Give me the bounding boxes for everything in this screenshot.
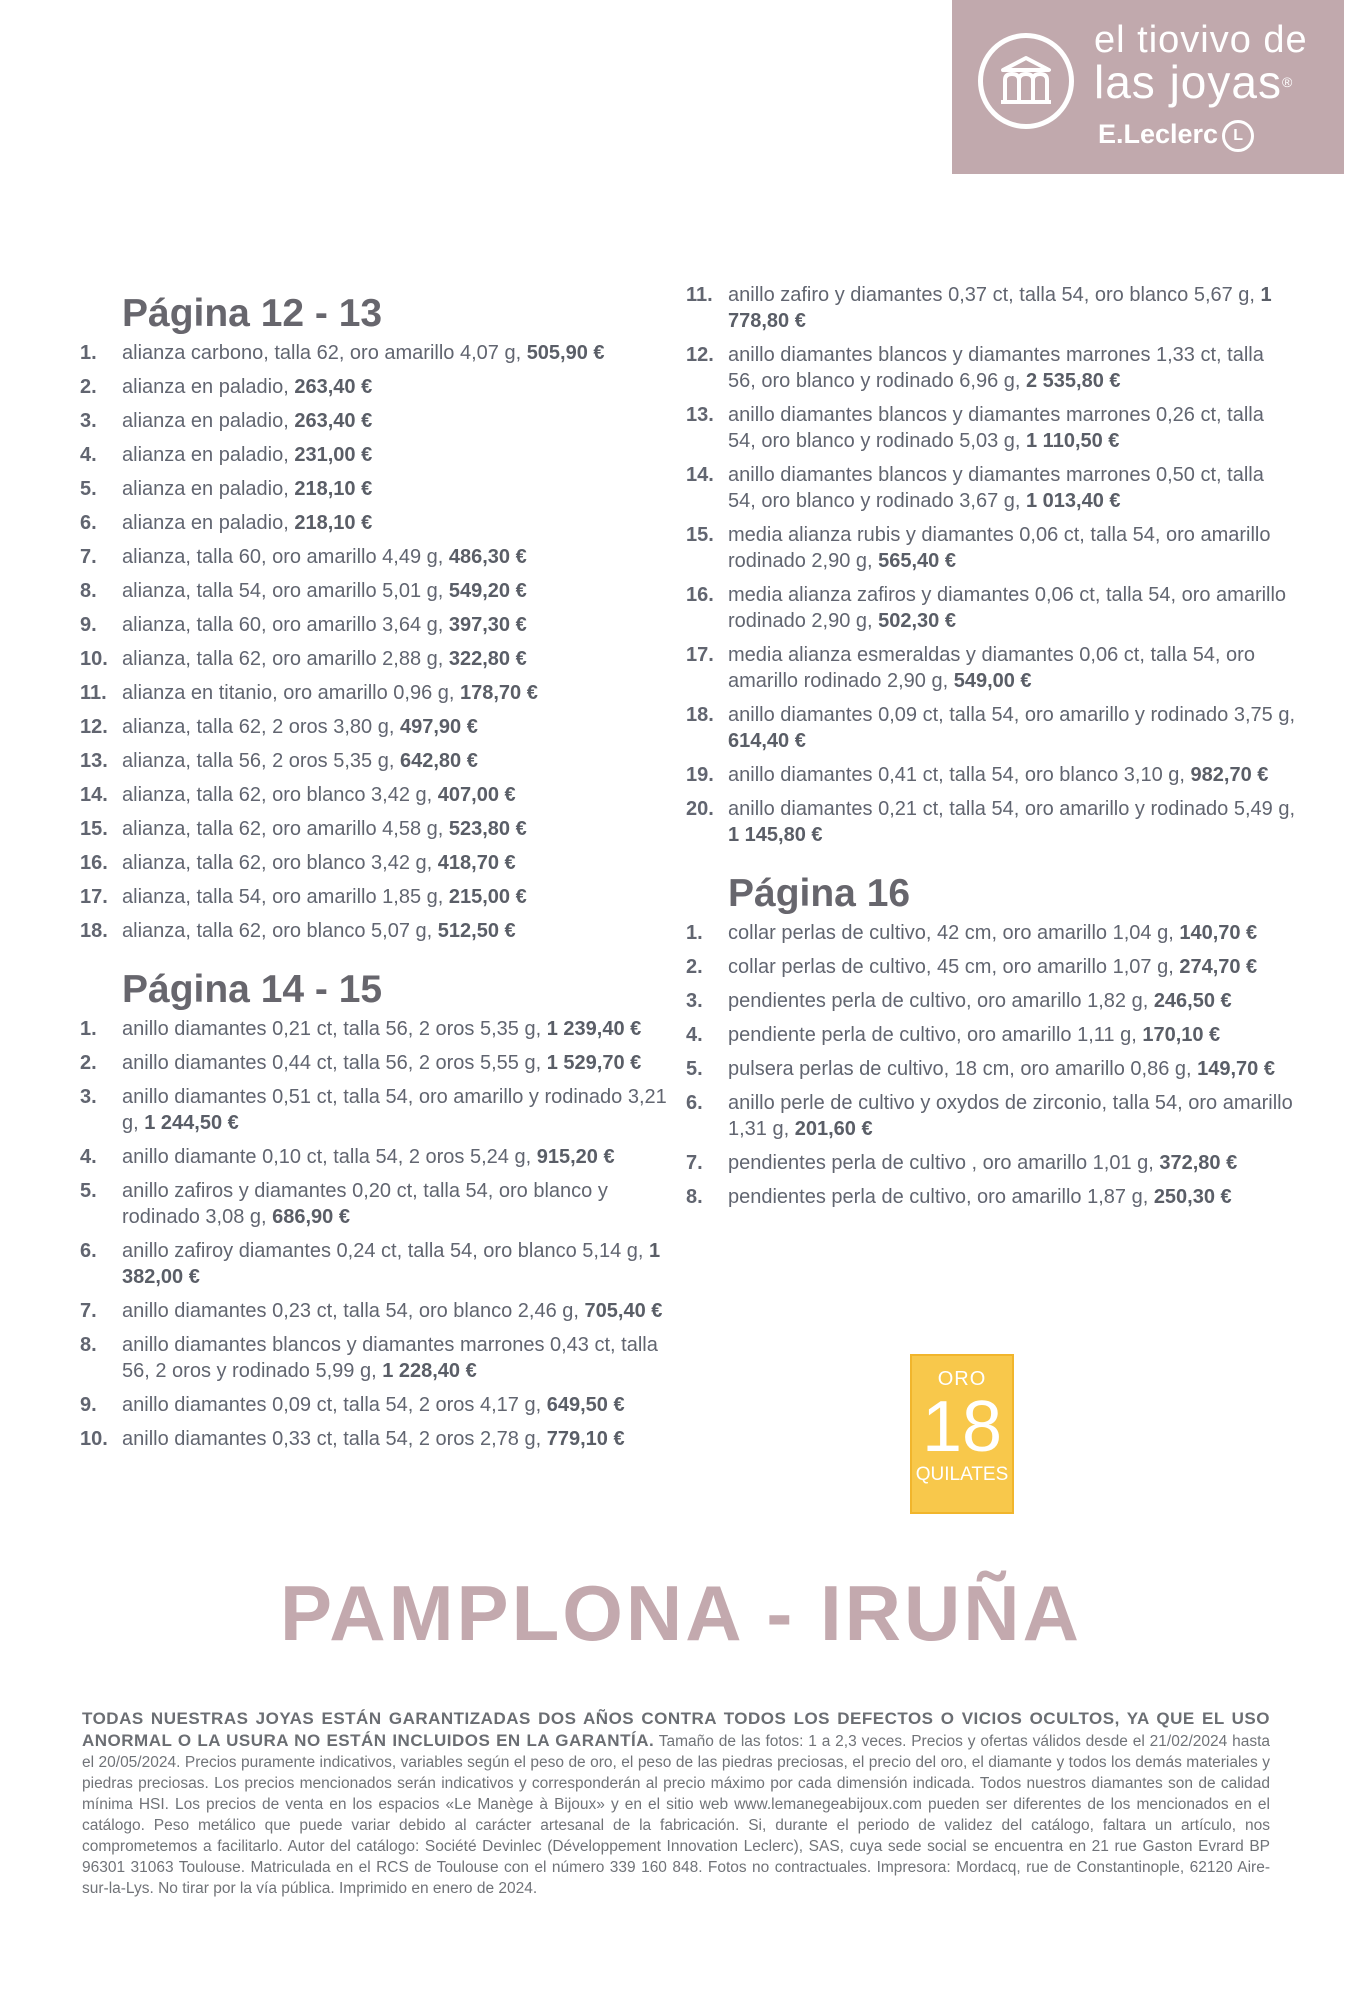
item-price: 512,50 € (437, 920, 516, 942)
item-price: 397,30 € (448, 614, 527, 636)
item-price: 1 244,50 € (144, 1112, 239, 1134)
item-price: 1 013,40 € (1026, 490, 1121, 512)
item-text: alianza en titanio, oro amarillo 0,96 g, (122, 682, 460, 704)
list-item (686, 1184, 1296, 1210)
item-price: 140,70 € (1179, 922, 1258, 944)
item-number: 13. (80, 750, 108, 772)
list-item (80, 680, 680, 706)
logo-line-2 (1094, 56, 1293, 108)
item-number: 11. (80, 682, 107, 704)
item-number: 9. (80, 614, 97, 636)
item-text: anillo diamantes 0,41 ct, talla 54, oro blanco 3,10 g, (728, 764, 1191, 786)
item-number: 7. (686, 1152, 703, 1174)
legal-warranty-text: TODAS NUESTRAS JOYAS ESTÁN GARANTIZADAS DOS AÑOS CONTRA TODOS LOS DEFECTOS O VICIOS OCULTOS, YA QUE EL USO ANORMAL O LA USURA NO ESTÁN INCLUIDOS EN LA GARANTÍA. (82, 1709, 1270, 1750)
item-number: 2. (686, 956, 703, 978)
item-price: 915,20 € (536, 1146, 615, 1168)
logo-line-2-text: las joyas (1094, 56, 1282, 108)
list-item (686, 582, 1296, 634)
item-number: 10. (80, 1428, 108, 1450)
item-description (122, 1426, 680, 1452)
item-price: 418,70 € (437, 852, 516, 874)
item-price: 1 228,40 € (382, 1360, 477, 1382)
item-text: pendiente perla de cultivo, oro amarillo 1,11 g, (728, 1024, 1143, 1046)
item-text: pendientes perla de cultivo, oro amarillo 1,82 g, (728, 990, 1154, 1012)
item-price: 215,00 € (448, 886, 527, 908)
item-number: 5. (80, 478, 97, 500)
item-list (686, 920, 1296, 1210)
item-price: 505,90 € (526, 342, 605, 364)
registered-mark: ® (1281, 74, 1294, 90)
item-number: 1. (80, 342, 97, 364)
item-price: 705,40 € (584, 1300, 663, 1322)
item-text: anillo diamantes 0,33 ct, talla 54, 2 oros 2,78 g, (122, 1428, 547, 1450)
list-item (686, 402, 1296, 454)
item-description (122, 340, 680, 366)
legal-notice (82, 1708, 1270, 1899)
item-price: 649,50 € (546, 1394, 625, 1416)
right-column (686, 284, 1296, 1218)
item-text: anillo diamantes 0,21 ct, talla 54, oro amarillo y rodinado 5,49 g, (728, 798, 1296, 820)
list-item (686, 954, 1296, 980)
city-heading: PAMPLONA - IRUÑA (280, 1569, 1082, 1657)
item-text: collar perlas de cultivo, 42 cm, oro amarillo 1,04 g, (728, 922, 1180, 944)
list-item (686, 796, 1296, 848)
item-number: 5. (80, 1180, 97, 1202)
item-text: anillo diamantes 0,51 ct, talla 54, oro amarillo y rodinado 3,21 g, (122, 1086, 667, 1134)
item-description (122, 1392, 680, 1418)
item-description (728, 988, 1296, 1014)
item-price: 263,40 € (294, 410, 373, 432)
item-text: anillo diamantes blancos y diamantes marrones 1,33 ct, talla 56, oro blanco y rodinado 6,96 g, (728, 344, 1264, 392)
item-text: anillo diamantes blancos y diamantes marrones 0,43 ct, talla 56, 2 oros y rodinado 5,99 g, (122, 1334, 658, 1382)
item-text: anillo diamantes 0,23 ct, talla 54, oro blanco 2,46 g, (122, 1300, 585, 1322)
item-number: 14. (686, 464, 714, 486)
item-description (122, 748, 680, 774)
item-number: 12. (80, 716, 108, 738)
item-price: 246,50 € (1153, 990, 1232, 1012)
list-item (80, 408, 680, 434)
item-number: 3. (80, 410, 97, 432)
item-price: 549,20 € (448, 580, 527, 602)
item-description (728, 762, 1296, 788)
item-description (122, 1084, 680, 1136)
list-item (80, 1298, 680, 1324)
item-number: 16. (80, 852, 108, 874)
list-item (80, 714, 680, 740)
item-price: 549,00 € (953, 670, 1032, 692)
item-text: alianza carbono, talla 62, oro amarillo 4,07 g, (122, 342, 527, 364)
list-item (80, 1238, 680, 1290)
item-price: 614,40 € (728, 730, 806, 752)
item-description (122, 1332, 680, 1384)
item-description (122, 714, 680, 740)
item-number: 6. (80, 1240, 97, 1262)
item-price: 2 535,80 € (1026, 370, 1121, 392)
list-item (80, 646, 680, 672)
item-price: 1 529,70 € (546, 1052, 642, 1074)
item-price: 1 382,00 € (122, 1240, 661, 1288)
item-text: anillo zafiroy diamantes 0,24 ct, talla 54, oro blanco 5,14 g, (122, 1240, 649, 1262)
item-description (122, 646, 680, 672)
item-text: alianza, talla 60, oro amarillo 3,64 g, (122, 614, 449, 636)
catalog-section (80, 966, 680, 1452)
item-number: 17. (80, 886, 108, 908)
item-text: alianza, talla 62, oro amarillo 2,88 g, (122, 648, 449, 670)
item-number: 15. (80, 818, 108, 840)
item-price: 523,80 € (448, 818, 527, 840)
list-item (686, 462, 1296, 514)
item-number: 8. (80, 1334, 97, 1356)
item-number: 4. (686, 1024, 703, 1046)
leclerc-mark-icon: L (1222, 120, 1254, 152)
item-number: 1. (80, 1018, 97, 1040)
item-text: alianza, talla 62, oro blanco 3,42 g, (122, 784, 438, 806)
item-description (122, 408, 680, 434)
item-description (728, 1150, 1296, 1176)
item-price: 1 778,80 € (728, 284, 1272, 332)
catalog-section (686, 282, 1296, 848)
item-number: 7. (80, 1300, 97, 1322)
list-item (80, 510, 680, 536)
item-number: 15. (686, 524, 714, 546)
legal-body-text: Tamaño de las fotos: 1 a 2,3 veces. Precios y ofertas válidos desde el 21/02/2024 hasta el 20/05/2024. Precios puramente indicativos, variables según el peso de oro, el peso de las piedras preciosas, el precio del oro, el diamante y todos los demás materiales y piedras preciosas. Los precios mencionados serán indicativos y corresponderán al precio máximo por cada dimensión indicada. Todos nuestros diamantes son de calidad mínima HSI. Los precios de venta en los espacios «Le Manège à Bijoux» y en el sitio web www.lemanegeabijoux.com pueden ser diferentes de los mencionados en el catálogo. Peso metálico que puede variar debido al carácter artesanal de la fabricación. Si, durante el periodo de validez del catálogo, faltara un artículo, nos comprometemos a facilitarlo. Autor del catálogo: Société Devinlec (Développement Innovation Leclerc), SAS, cuya sede social se encuentra en 21 rue Gaston Evrard BP 96301 31063 Toulouse. Matriculada en el RCS de Toulouse con el número 339 160 848. Fotos no contractuales. Impresora: Mordacq, rue de Constantinople, 62120 Aire-sur-la-Lys. No tirar por la vía pública. Imprimido en enero de 2024. (82, 1733, 1270, 1897)
item-number: 3. (80, 1086, 97, 1108)
item-price: 250,30 € (1153, 1186, 1232, 1208)
item-description (728, 1184, 1296, 1210)
item-description (728, 402, 1296, 454)
item-description (122, 1016, 680, 1042)
item-description (728, 462, 1296, 514)
list-item (80, 340, 680, 366)
item-price: 982,70 € (1190, 764, 1269, 786)
item-text: alianza, talla 62, oro blanco 5,07 g, (122, 920, 438, 942)
item-price: 218,10 € (294, 478, 373, 500)
item-number: 10. (80, 648, 108, 670)
item-price: 178,70 € (459, 682, 538, 704)
item-description (122, 918, 680, 944)
item-price: 263,40 € (294, 376, 373, 398)
item-description (728, 642, 1296, 694)
list-item (80, 816, 680, 842)
item-description (728, 1056, 1296, 1082)
item-price: 642,80 € (399, 750, 478, 772)
list-item (80, 1426, 680, 1452)
brand-logo (952, 0, 1344, 174)
item-text: anillo diamantes 0,44 ct, talla 56, 2 oros 5,55 g, (122, 1052, 547, 1074)
item-description (728, 342, 1296, 394)
item-description (728, 282, 1296, 334)
list-item (686, 1090, 1296, 1142)
item-number: 4. (80, 444, 97, 466)
item-number: 18. (80, 920, 108, 942)
item-price: 686,90 € (272, 1206, 350, 1228)
list-item (686, 1056, 1296, 1082)
item-description (122, 884, 680, 910)
badge-bottom-label: QUILATES (915, 1464, 1009, 1485)
list-item (80, 1016, 680, 1042)
list-item (686, 702, 1296, 754)
item-text: alianza, talla 60, oro amarillo 4,49 g, (122, 546, 449, 568)
item-text: anillo zafiro y diamantes 0,37 ct, talla 54, oro blanco 5,67 g, (728, 284, 1261, 306)
item-number: 18. (686, 704, 714, 726)
item-description (122, 850, 680, 876)
item-text: alianza en paladio, (122, 376, 295, 398)
badge-number: 18 (921, 1387, 1003, 1467)
item-description (122, 578, 680, 604)
list-item (80, 1392, 680, 1418)
item-list (686, 282, 1296, 848)
item-number: 11. (686, 284, 713, 306)
item-text: media alianza rubis y diamantes 0,06 ct, talla 54, oro amarillo rodinado 2,90 g, (728, 524, 1271, 572)
item-number: 3. (686, 990, 703, 1012)
item-text: alianza, talla 62, oro amarillo 4,58 g, (122, 818, 449, 840)
item-price: 201,60 € (794, 1118, 873, 1140)
item-price: 779,10 € (546, 1428, 625, 1450)
item-price: 372,80 € (1159, 1152, 1238, 1174)
catalog-section (686, 870, 1296, 1210)
list-item (686, 920, 1296, 946)
item-number: 1. (686, 922, 703, 944)
list-item (686, 642, 1296, 694)
item-text: anillo perle de cultivo y oxydos de zirconio, talla 54, oro amarillo 1,31 g, (728, 1092, 1293, 1140)
item-number: 19. (686, 764, 714, 786)
list-item (80, 374, 680, 400)
list-item (686, 342, 1296, 394)
item-number: 2. (80, 376, 97, 398)
badge-top-label: ORO (937, 1368, 987, 1390)
item-price: 1 110,50 € (1026, 430, 1120, 452)
list-item (80, 1084, 680, 1136)
item-price: 170,10 € (1142, 1024, 1221, 1046)
item-text: alianza en paladio, (122, 512, 295, 534)
item-text: anillo diamantes blancos y diamantes marrones 0,26 ct, talla 54, oro blanco y rodinado 5,03 g, (728, 404, 1264, 452)
list-item (80, 1050, 680, 1076)
list-item (686, 282, 1296, 334)
list-item (80, 578, 680, 604)
item-text: alianza, talla 62, 2 oros 3,80 g, (122, 716, 400, 738)
section-title: Página 16 (728, 872, 911, 915)
item-number: 4. (80, 1146, 97, 1168)
item-description (122, 544, 680, 570)
item-text: alianza en paladio, (122, 444, 295, 466)
item-text: media alianza zafiros y diamantes 0,06 ct, talla 54, oro amarillo rodinado 2,90 g, (728, 584, 1287, 632)
item-number: 7. (80, 546, 97, 568)
item-text: pendientes perla de cultivo, oro amarillo 1,87 g, (728, 1186, 1154, 1208)
item-text: alianza, talla 56, 2 oros 5,35 g, (122, 750, 400, 772)
item-number: 13. (686, 404, 714, 426)
list-item (80, 884, 680, 910)
item-number: 8. (80, 580, 97, 602)
item-description (728, 582, 1296, 634)
item-text: anillo diamantes 0,09 ct, talla 54, oro amarillo y rodinado 3,75 g, (728, 704, 1296, 726)
item-number: 6. (686, 1092, 703, 1114)
item-price: 149,70 € (1197, 1058, 1275, 1080)
list-item (80, 1144, 680, 1170)
list-item (686, 988, 1296, 1014)
item-number: 6. (80, 512, 97, 534)
item-price: 486,30 € (448, 546, 527, 568)
item-number: 8. (686, 1186, 703, 1208)
item-price: 407,00 € (437, 784, 516, 806)
item-text: anillo diamantes 0,21 ct, talla 56, 2 oros 5,35 g, (122, 1018, 547, 1040)
item-text: anillo diamante 0,10 ct, talla 54, 2 oros 5,24 g, (122, 1146, 537, 1168)
item-price: 218,10 € (294, 512, 373, 534)
item-price: 565,40 € (878, 550, 956, 572)
item-price: 322,80 € (448, 648, 527, 670)
list-item (80, 782, 680, 808)
item-list (80, 1016, 680, 1452)
item-description (728, 1090, 1296, 1142)
item-number: 14. (80, 784, 108, 806)
list-item (686, 1022, 1296, 1048)
item-description (728, 920, 1296, 946)
item-price: 274,70 € (1179, 956, 1258, 978)
item-number: 2. (80, 1052, 97, 1074)
leclerc-brand-text: E.Leclerc (1098, 119, 1219, 149)
item-description (122, 374, 680, 400)
left-column (80, 290, 680, 1460)
item-number: 17. (686, 644, 714, 666)
item-description (122, 1178, 680, 1230)
item-text: anillo zafiros y diamantes 0,20 ct, talla 54, oro blanco y rodinado 3,08 g, (122, 1180, 608, 1228)
carousel-emblem-icon (978, 33, 1074, 129)
list-item (80, 918, 680, 944)
item-text: anillo diamantes 0,09 ct, talla 54, 2 oros 4,17 g, (122, 1394, 547, 1416)
item-text: anillo diamantes blancos y diamantes marrones 0,50 ct, talla 54, oro blanco y rodinado 3,67 g, (728, 464, 1264, 512)
item-price: 502,30 € (878, 610, 956, 632)
item-description (122, 476, 680, 502)
list-item (80, 612, 680, 638)
gold-18-karat-badge (910, 1354, 1014, 1514)
item-description (122, 510, 680, 536)
list-item (686, 1150, 1296, 1176)
item-description (122, 1050, 680, 1076)
item-list (80, 340, 680, 944)
list-item (80, 1332, 680, 1384)
item-number: 5. (686, 1058, 703, 1080)
item-text: pendientes perla de cultivo , oro amarillo 1,01 g, (728, 1152, 1160, 1174)
item-text: alianza en paladio, (122, 410, 295, 432)
item-text: alianza, talla 54, oro amarillo 1,85 g, (122, 886, 449, 908)
item-number: 12. (686, 344, 714, 366)
section-title: Página 14 - 15 (122, 968, 383, 1011)
item-price: 1 145,80 € (728, 824, 823, 846)
list-item (686, 522, 1296, 574)
item-price: 1 239,40 € (546, 1018, 642, 1040)
item-text: alianza, talla 62, oro blanco 3,42 g, (122, 852, 438, 874)
item-description (122, 1238, 680, 1290)
item-text: alianza, talla 54, oro amarillo 5,01 g, (122, 580, 449, 602)
item-description (122, 680, 680, 706)
leclerc-brand (1098, 118, 1254, 152)
item-price: 497,90 € (399, 716, 478, 738)
item-description (728, 796, 1296, 848)
list-item (80, 442, 680, 468)
section-title: Página 12 - 13 (122, 292, 383, 335)
item-description (728, 702, 1296, 754)
item-description (122, 782, 680, 808)
item-description (122, 612, 680, 638)
list-item (80, 748, 680, 774)
catalog-section (80, 290, 680, 944)
item-number: 9. (80, 1394, 97, 1416)
item-description (728, 1022, 1296, 1048)
item-description (122, 1144, 680, 1170)
item-price: 231,00 € (294, 444, 373, 466)
item-text: pulsera perlas de cultivo, 18 cm, oro amarillo 0,86 g, (728, 1058, 1198, 1080)
item-number: 16. (686, 584, 714, 606)
item-text: media alianza esmeraldas y diamantes 0,06 ct, talla 54, oro amarillo rodinado 2,90 g, (728, 644, 1255, 692)
item-description (728, 522, 1296, 574)
item-description (122, 442, 680, 468)
logo-line-1: el tiovivo de (1094, 19, 1308, 61)
list-item (80, 850, 680, 876)
list-item (80, 1178, 680, 1230)
item-description (122, 1298, 680, 1324)
item-text: collar perlas de cultivo, 45 cm, oro amarillo 1,07 g, (728, 956, 1180, 978)
item-number: 20. (686, 798, 714, 820)
item-description (122, 816, 680, 842)
list-item (80, 476, 680, 502)
item-text: alianza en paladio, (122, 478, 295, 500)
list-item (80, 544, 680, 570)
list-item (686, 762, 1296, 788)
item-description (728, 954, 1296, 980)
